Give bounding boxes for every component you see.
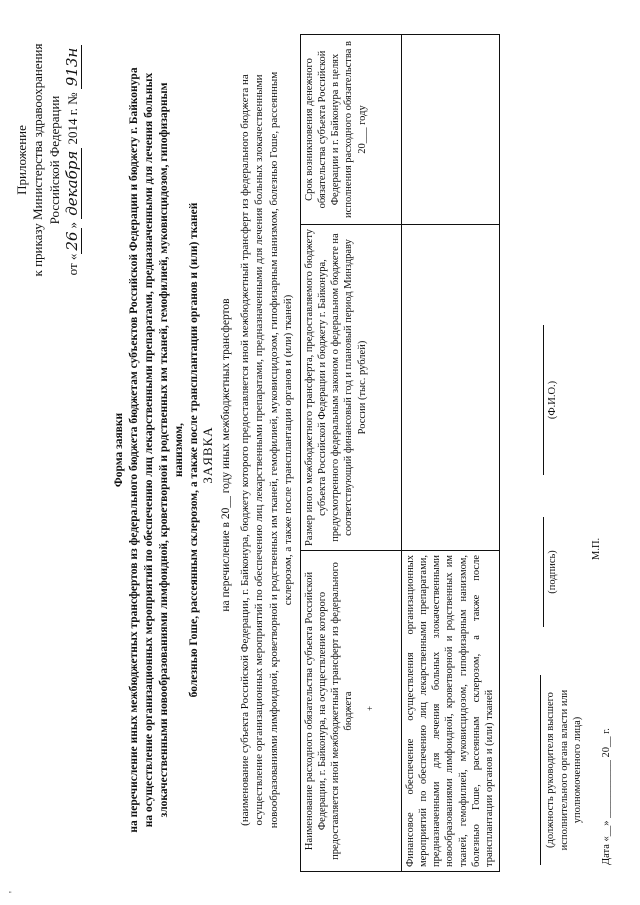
subject-description: (наименование субъекта Российской Федерации, г. Байконура, бюджету которого предоставляется иной межбюджетный трансферт из федерального бюджета на осуществление организационных мероприятий по обеспечению лиц лекарственными препаратами, предназначенными для лечения больных злокачественными новообразованиями лимфоидной, кроветворной и родственных им тканей, гемофилией, муковисцидозом, гипофизарным нанизмом, болезнью Гоше, рассеянным склерозом, а также после трансплантации органов и (или) тканей) (239, 71, 294, 829)
row-financing-description: Финансовое обеспечение осуществления организационных мероприятий по обеспечению лиц лекарственными препаратами, предназначенными для лечения больных злокачественными новообразованиями лимфоидной, кроветворной и родственных им тканей, гемофилией, муковисцидозом, гипофизарным нанизмом, болезнью Гоше, рассеянным склерозом, а также после трансплантации органов и (или) тканей (405, 555, 495, 867)
position-caption: (должность руководителя высшего исполнительного органа власти или уполномоченного лица) (545, 689, 584, 851)
header-obligation: Наименование расходного обязательства субъекта Российской Федерации, г. Байконура, на осуществление которого предоставляется иной межбюджетный трансферт из федерального бюджета (304, 562, 355, 860)
date-line: Дата «__» ___________ 20__ г. (601, 728, 612, 865)
request-subtitle: на перечисление в 20__ году иных межбюджетных трансфертов (220, 298, 232, 612)
header-transfer-size: Размер иного межбюджетного трансферта, предоставляемого бюджету субъекта Российской Федерации и бюджету г. Байконура, предусмотренного федеральным законом о федеральном бюджете на соответствующий финансовый год и плановый период Минздраву России (тыс. рублей) (304, 228, 368, 546)
ministry-line: Российской Федерации (46, 95, 62, 225)
signature-caption: (подпись) (547, 550, 558, 594)
stamp-place: М.П. (591, 537, 602, 560)
approval-block (14, 25, 82, 295)
name-caption: (Ф.И.О.) (547, 380, 558, 420)
signature-line (543, 517, 544, 627)
form-title: Форма заявки на перечисление иных межбюджетных трансфертов из федерального бюджета бюджетам субъектов Российской Федерации и бюджету г. Байконура на осуществление организационных мероприятий по обеспечению лиц лекарственными препаратами, предназначенными для лечения больных злокачественными новообразованиями лимфоидной, кроветворной и родственных им тканей, гемофилией, муковисцидозом, гипофизарным нанизмом, болезнью Гоше, рассеянным склерозом, а также после трансплантации органов и (или) тканей (113, 67, 200, 833)
order-day: 26 (63, 228, 82, 253)
order-line: к приказу Министерства здравоохранения (30, 43, 46, 277)
order-number: 913н (63, 45, 82, 90)
position-line (540, 675, 541, 865)
header-obligation-term: Срок возникновения денежного обязательства субъекта Российской Федерации и г. Байконура в целях исполнения расходного обязательства в 20___ году (304, 41, 368, 218)
order-date-line: от «26» декабря 2014 г. № 913н (63, 25, 82, 295)
request-title: ЗАЯВКА (200, 426, 215, 484)
request-table (300, 34, 500, 872)
order-month: декабря (63, 148, 82, 219)
appendix-label: Приложение (14, 125, 29, 195)
header-tick: + (365, 705, 375, 711)
name-line (543, 325, 544, 475)
page-mark: ' (8, 891, 19, 893)
